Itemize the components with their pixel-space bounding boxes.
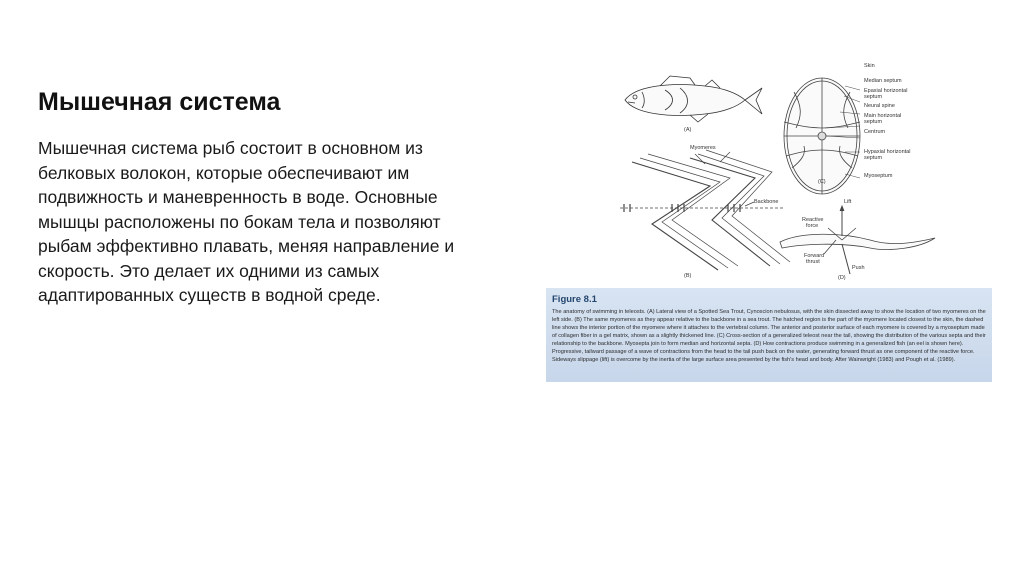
label-reactive-force-2: force (806, 223, 819, 229)
label-lift: Lift (844, 199, 852, 205)
cross-section-drawing (784, 78, 860, 194)
label-median-septum: Median septum (864, 78, 902, 84)
myomeres-drawing (620, 150, 790, 270)
panel-label-c: (C) (818, 179, 826, 185)
label-myoseptum: Myoseptum (864, 173, 893, 179)
label-neural-spine: Neural spine (864, 103, 895, 109)
label-forward-thrust-2: thrust (806, 259, 820, 265)
label-push: Push (852, 265, 865, 271)
label-forward-thrust: Forward (804, 253, 825, 259)
panel-label-b: (B) (684, 273, 692, 279)
panel-label-d: (D) (838, 275, 846, 281)
figure-caption-title: Figure 8.1 (552, 294, 597, 305)
label-main-horizontal-septum: Main horizontal (864, 113, 902, 119)
label-hypaxial-septum: Hypaxial horizontal (864, 149, 911, 155)
label-hypaxial-septum-2: septum (864, 155, 883, 161)
label-main-horizontal-septum-2: septum (864, 119, 883, 125)
panel-label-a: (A) (684, 127, 692, 133)
figure-caption-text: The anatomy of swimming in teleosts. (A) Lateral view of a Spotted Sea Trout, Cynoscion nebulosus, with the skin dissected away to show the location of two myomeres on the left side. (B) The same myomeres as they appear relative to the backbone in a sea trout. The hatched region is the part of the myomere located closest to the skin, the dashed line shows the interior portion of the myomere where it attaches to the vertebral column. The anterior and posterior surface of each myomere is covered by a myoseptum made of collagen fiber in a gel matrix, shown as a slightly thickened line. (C) Cross-section of a generalized teleost near the tail, showing the distribution of the various septa and their relationship to the backbone. Myosepta join to form median and horizontal septa. (D) How contractions produce swimming in a generalized fish (an eel is shown here). Progressive, tailward passage of a wave of contractions from the head to the tail push back on the water, generating forward thrust as one component of the reactive force. Sideways slippage (lift) is overcome by the inertia of the large surface area presented by the fish's head and body. After Wainwright (1983) and Pough et al. (1989). (552, 309, 986, 363)
slide-title: Мышечная система (38, 88, 281, 116)
label-epaxial-septum: Epaxial horizontal (864, 88, 908, 94)
label-centrum: Centrum (864, 129, 886, 135)
label-backbone: Backbone (754, 199, 779, 205)
figure-drawings (540, 56, 992, 288)
label-skin: Skin (864, 63, 875, 69)
label-epaxial-septum-2: septum (864, 94, 883, 100)
label-reactive-force: Reactive (802, 217, 824, 223)
label-myomeres: Myomeres (690, 145, 716, 151)
slide-body-text: Мышечная система рыб состоит в основном из белковых волокон, которые обеспечивают им подвижность и маневренность в воде. Основные мышцы расположены по бокам тела и позволяют рыбам эффективно плавать, меняя направление и скорость. Это делает их одними из самых адаптированных существ в водной среде. (38, 138, 455, 305)
figure-caption-box (546, 288, 992, 382)
fish-lateral-drawing (625, 76, 762, 122)
fish-anatomy-figure (540, 56, 992, 382)
